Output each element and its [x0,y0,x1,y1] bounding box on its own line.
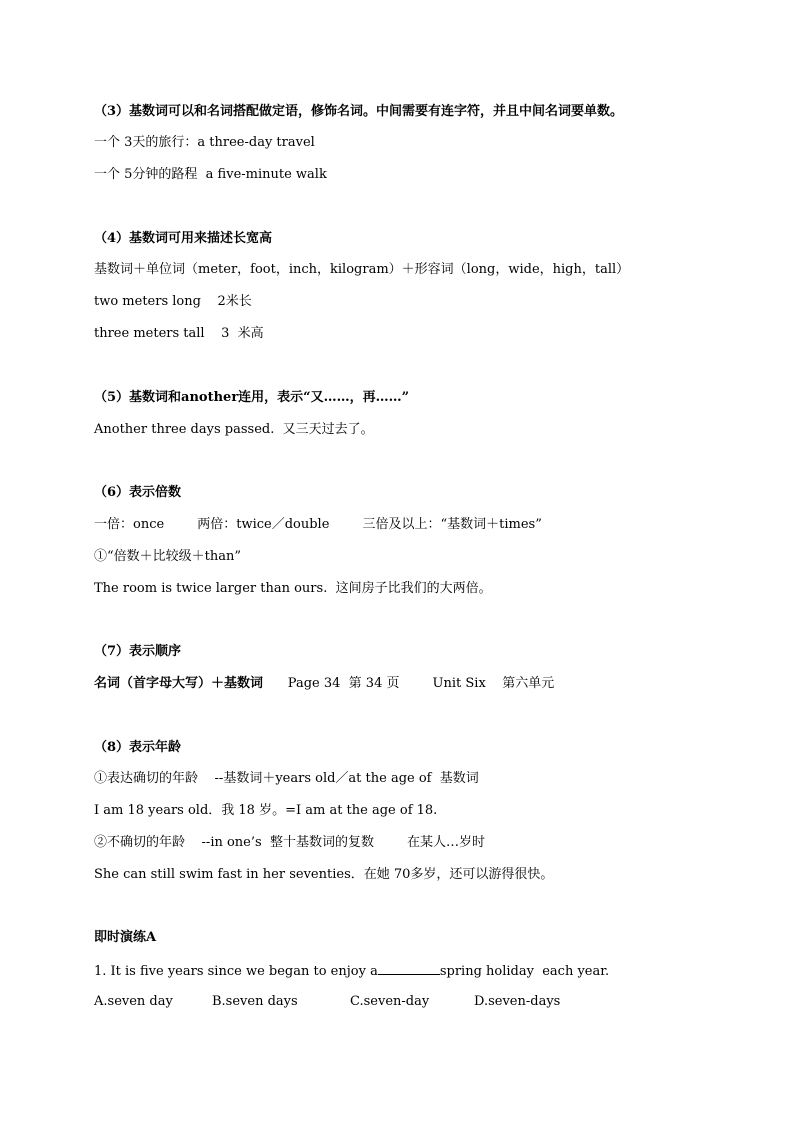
section-7-rule [94,676,554,692]
section-4-rule: 基数词＋单位词（meter，foot，inch，kilogram）＋形容词（long，wide，high，tall） [94,262,630,277]
section-5-heading: （5）基数词和another连用，表示“又……，再……” [94,390,410,405]
question-1-stem: 1. It is five years since we began to enjoy a [94,964,378,979]
option-d: D.seven-days [474,994,561,1009]
section-4-heading: （4）基数词可用来描述长宽高 [94,231,273,246]
section-5-example-1: Another three days passed. 又三天过去了。 [94,422,374,437]
section-8-heading: （8）表示年龄 [94,740,182,755]
answer-blank [378,962,440,975]
practice-heading: 即时演练A [94,930,157,945]
section-6-sub: ①“倍数＋比较级＋than” [94,549,242,564]
section-7-heading: （7）表示顺序 [94,644,182,659]
practice-question-1 [94,962,609,980]
question-1-stem-end: spring holiday each year. [439,964,610,979]
option-a: A.seven day [94,994,173,1009]
section-6-example-1: The room is twice larger than ours. 这间房子比我们的大两倍。 [94,581,492,596]
section-3-example-1: 一个 3天的旅行：a three-day travel [94,135,315,150]
section-8-sub-2: ②不确切的年龄 --in one’s 整十基数词的复数 在某人…岁时 [94,835,485,850]
section-7-rule-bold: 名词（首字母大写）＋基数词 [94,676,264,691]
section-4-example-1: two meters long 2米长 [94,294,252,309]
section-8-example-1: I am 18 years old．我 18 岁。=I am at the age of 18. [94,803,438,818]
section-3-heading: （3）基数词可以和名词搭配做定语，修饰名词。中间需要有连字符，并且中间名词要单数。 [94,104,624,119]
section-3-example-2: 一个 5分钟的路程 a five-minute walk [94,167,327,182]
section-7-rule-rest: Page 34 第 34 页 Unit Six 第六单元 [263,676,555,691]
option-c: C.seven-day [350,994,430,1009]
question-1-options [94,994,560,1010]
section-8-example-2: She can still swim fast in her seventies．在她 70多岁，还可以游得很快。 [94,867,554,882]
section-8-sub-1: ①表达确切的年龄 --基数词＋years old／at the age of 基数词 [94,771,479,786]
section-6-heading: （6）表示倍数 [94,485,182,500]
option-b: B.seven days [212,994,298,1009]
section-4-example-2: three meters tall 3 米高 [94,326,264,341]
section-6-rule: 一倍：once 两倍：twice／double 三倍及以上：“基数词＋times” [94,517,542,532]
